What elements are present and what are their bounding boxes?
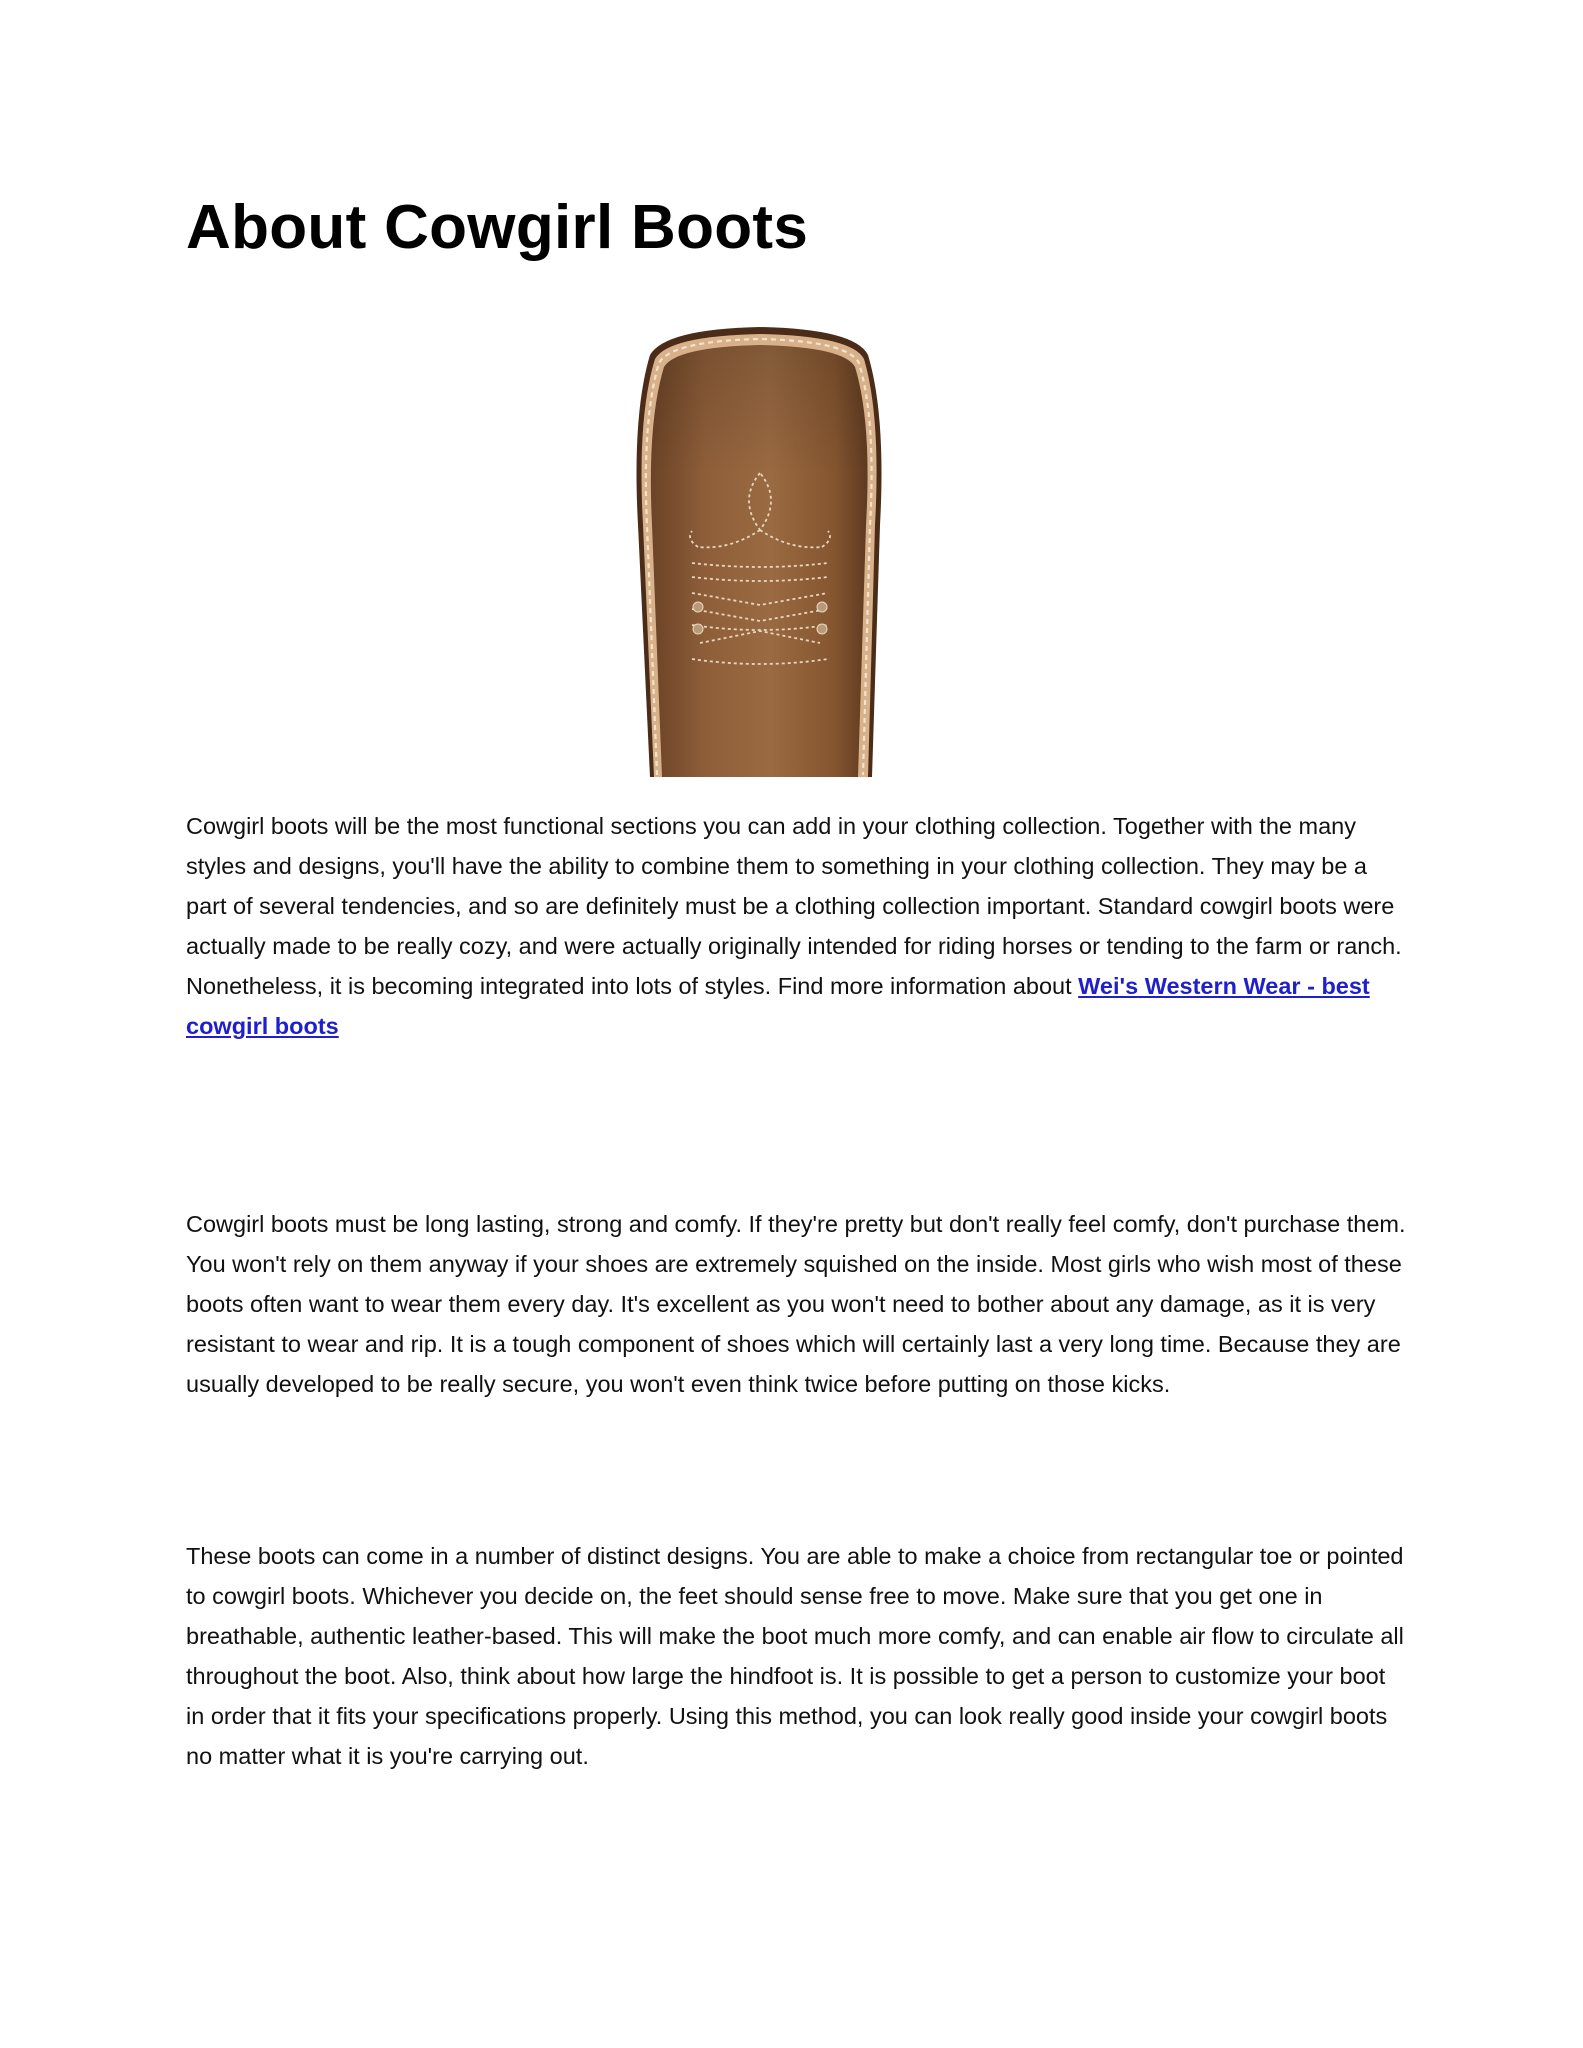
page-title: About Cowgirl Boots — [186, 193, 809, 262]
paragraph-2: Cowgirl boots must be long lasting, strong and comfy. If they're pretty but don't really feel comfy, don't purchase them. You won't rely on them anyway if your shoes are extremely squished on the inside. Most girls who wish most of these boots often want to wear them every day. It's excellent as you won't need to bother about any damage, as it is very resistant to wear and rip. It is a tough component of shoes which will certainly last a very long time. Because they are usually developed to be really secure, you won't even think twice before putting on those kicks. — [186, 1211, 1406, 1397]
boot-illustration — [610, 325, 910, 777]
weis-western-wear-link[interactable]: Wei's Western Wear - best cowgirl boots — [186, 973, 1370, 1039]
paragraph-1-text: Cowgirl boots will be the most functional sections you can add in your clothing collection. Together with the many styles and designs, you'll have the ability to combine them to something in your clothing collection. They may be a part of several tendencies, and so are definitely must be a clothing collection important. Standard cowgirl boots were actually made to be really cozy, and were actually originally intended for riding horses or tending to the farm or ranch. Nonetheless, it is becoming integrated into lots of styles. Find more information about — [186, 813, 1402, 999]
paragraph-1 — [186, 806, 1406, 1046]
boot-image — [610, 325, 910, 777]
paragraph-3: These boots can come in a number of distinct designs. You are able to make a choice from rectangular toe or pointed to cowgirl boots. Whichever you decide on, the feet should sense free to move. Make sure that you get one in breathable, authentic leather-based. This will make the boot much more comfy, and can enable air flow to circulate all throughout the boot. Also, think about how large the hindfoot is. It is possible to get a person to customize your boot in order that it fits your specifications properly. Using this method, you can look really good inside your cowgirl boots no matter what it is you're carrying out. — [186, 1543, 1404, 1769]
